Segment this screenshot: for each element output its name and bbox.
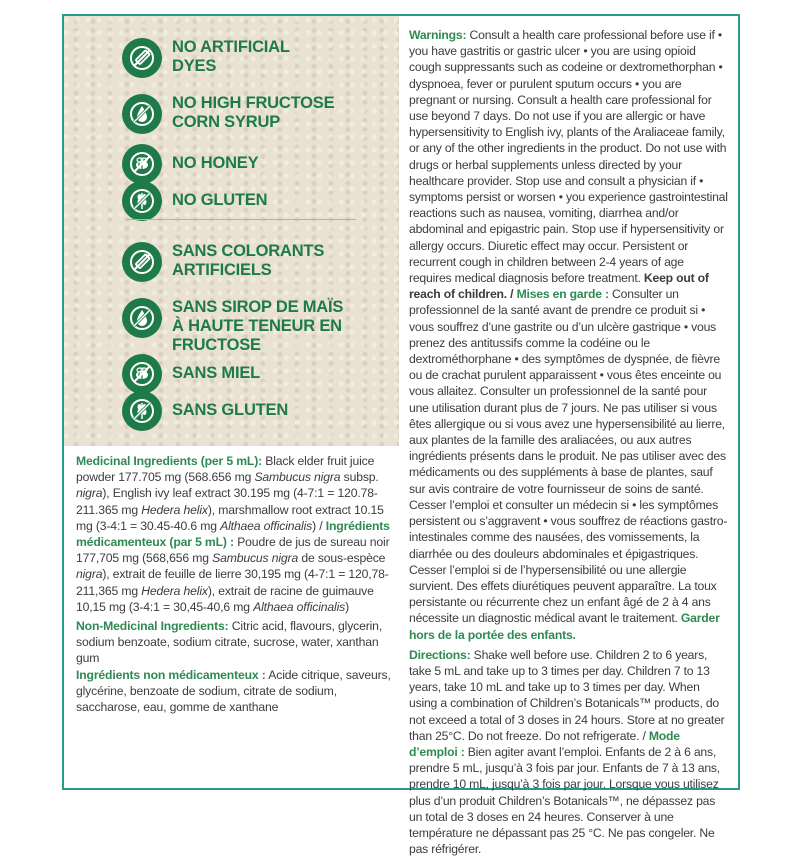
claim-no-honey bbox=[122, 144, 258, 184]
no-gluten-icon bbox=[122, 391, 162, 431]
no-hfcs-icon bbox=[122, 298, 162, 338]
claim-sans-sirop bbox=[122, 298, 343, 355]
claim-no-hfcs bbox=[122, 94, 334, 134]
medicinal-ingredients: Medicinal Ingredients (per 5 mL): Black elder fruit juice powder 177.705 mg (568.656 mg Sambucus nigra subsp. nigra), English ivy leaf extract 30.195 mg (4-7:1 = 120.78-211.365 mg Hedera helix), marshmallow root extract 10.15 mg (3-4:1 = 30.45-40.6 mg Althaea officinalis) / Ingrédients médicamenteux (par 5 mL) : Poudre de jus de sureau noir 177,705 mg (568,656 mg Sambucus nigra de sous-espèce nigra), extrait de feuille de lierre 30,195 mg (4-7:1 = 120,78-211,365 mg Hedera helix), extrait de racine de guimauve 10,15 mg (3-4:1 = 30,45-40,6 mg Althaea officinalis) bbox=[76, 454, 390, 614]
directions: Directions: Shake well before use. Children 2 to 6 years, take 5 mL and take up to 3 times per day. Children 7 to 13 years, take 10 mL and take up to 3 times per day. When using a combination of Children’s Botanicals™ products, do not exceed a total of 3 doses in 24 hours. Store at no greater than 25°C. Do not freeze. Do not refrigerate. / Mode d’emploi : Bien agiter avant l’emploi. Enfants de 2 à 6 ans, prendre 5 mL, jusqu’à 3 fois par jour. Enfants de 7 à 13 ans, prendre 10 mL, jusqu’à 3 fois par jour. Lorsque vous utilisez plus d’un produit Children’s Botanicals™, ne dépassez pas un total de 3 doses en 24 heures. Conserver à une température ne dépassant pas 25 °C. Ne pas congeler. Ne pas réfrigérer. bbox=[409, 647, 725, 857]
claim-text: SANS MIEL bbox=[172, 364, 261, 382]
claim-text: SANS SIROP DE MAÏS À HAUTE TENEUR EN FRUCTOSE bbox=[172, 298, 344, 354]
ingredients-section bbox=[76, 453, 396, 715]
claim-sans-gluten bbox=[122, 391, 288, 431]
warnings-directions-section bbox=[409, 27, 729, 857]
no-gluten-icon bbox=[122, 181, 162, 221]
claim-text: NO HIGH FRUCTOSE CORN SYRUP bbox=[172, 94, 335, 131]
claim-no-artificial-dyes bbox=[122, 38, 290, 78]
warnings: Warnings: Consult a health care professional before use if • you have gastritis or gastric ulcer • you are using opioid cough suppressants such as codeine or dextromethorphan • dyspnoea, fever or purulent sputum occurs • you are pregnant or nursing. Consult a health care professional for use beyond 7 days. Do not use if you are allergic or have hypersensitivity to English ivy, plants of the Araliaceae family, or any of the other ingredients in the product. Do not use with drugs or herbal supplements unless directed by your healthcare provider. Stop use and consult a physician if • symptoms persist or worsen • you experience gastrointestinal reactions such as nausea, vomiting, diarrhea and/or abdominal and epigastric pain. Stop use if hypersensitivity or allergy occurs. Diuretic effect may occur. Persistent or recurrent cough in children between 2-4 years of age requires medical diagnosis before treatment. Keep out of reach of children. / Mises en garde : Consulter un professionnel de la santé avant de prendre ce produit si • vous souffrez d’une gastrite ou d’un ulcère gastrique • vous prenez des antitussifs comme la codéine ou le dextrométhorphane • des symptômes de dyspnée, de fièvre ou de crachat purulent apparaissent • vous êtes enceinte ou vous allaitez. Consulter un professionnel de la santé pour une utilisation durant plus de 7 jours. Ne pas utiliser si vous êtes allergique ou si vous avez une hypersensibilité au lierre, aux plantes de la famille des araliacées, ou aux autres ingrédients présents dans le produit. Ne pas utiliser avec des médicaments ou des suppléments à base de plantes, sauf sur avis contraire de votre fournisseur de soins de santé. Cesser l’emploi et consulter un médecin si • les symptômes persistent ou s’aggravent • vous souffrez de réactions gastro-intestinales comme des nausées, des vomissements, la diarrhée ou des douleurs abdominales et épigastriques. Cesser l’emploi si de l’hypersensibilité ou une allergie survient. Des effets diurétiques peuvent apparaître. La toux persistante ou récurrente chez un enfant âgé de 2 à 4 ans nécessite un diagnostic médical avant le traitement. Garder hors de la portée des enfants. bbox=[409, 28, 728, 642]
claim-no-gluten bbox=[122, 181, 267, 221]
claim-text: NO HONEY bbox=[172, 154, 259, 172]
no-dyes-icon bbox=[122, 38, 162, 78]
claims-panel bbox=[64, 16, 399, 446]
no-honey-icon bbox=[122, 144, 162, 184]
claim-text: SANS GLUTEN bbox=[172, 401, 289, 419]
claim-sans-miel bbox=[122, 354, 260, 394]
no-dyes-icon bbox=[122, 242, 162, 282]
claims-divider bbox=[126, 219, 356, 220]
claim-text: NO ARTIFICIAL DYES bbox=[172, 38, 290, 75]
claim-text: NO GLUTEN bbox=[172, 191, 268, 209]
no-hfcs-icon bbox=[122, 94, 162, 134]
no-honey-icon bbox=[122, 354, 162, 394]
claim-sans-colorants bbox=[122, 242, 324, 282]
label-panel bbox=[62, 14, 740, 857]
claim-text: SANS COLORANTS ARTIFICIELS bbox=[172, 242, 325, 279]
non-medicinal-ingredients: Non-Medicinal Ingredients: Citric acid, flavours, glycerin, sodium benzoate, sodium citrate, sucrose, water, xanthan gum Ingrédients non médicamenteux : Acide citrique, saveurs, glycérine, benzoate de sodium, citrate de sodium, saccharose, eau, gomme de xanthane bbox=[76, 619, 391, 715]
